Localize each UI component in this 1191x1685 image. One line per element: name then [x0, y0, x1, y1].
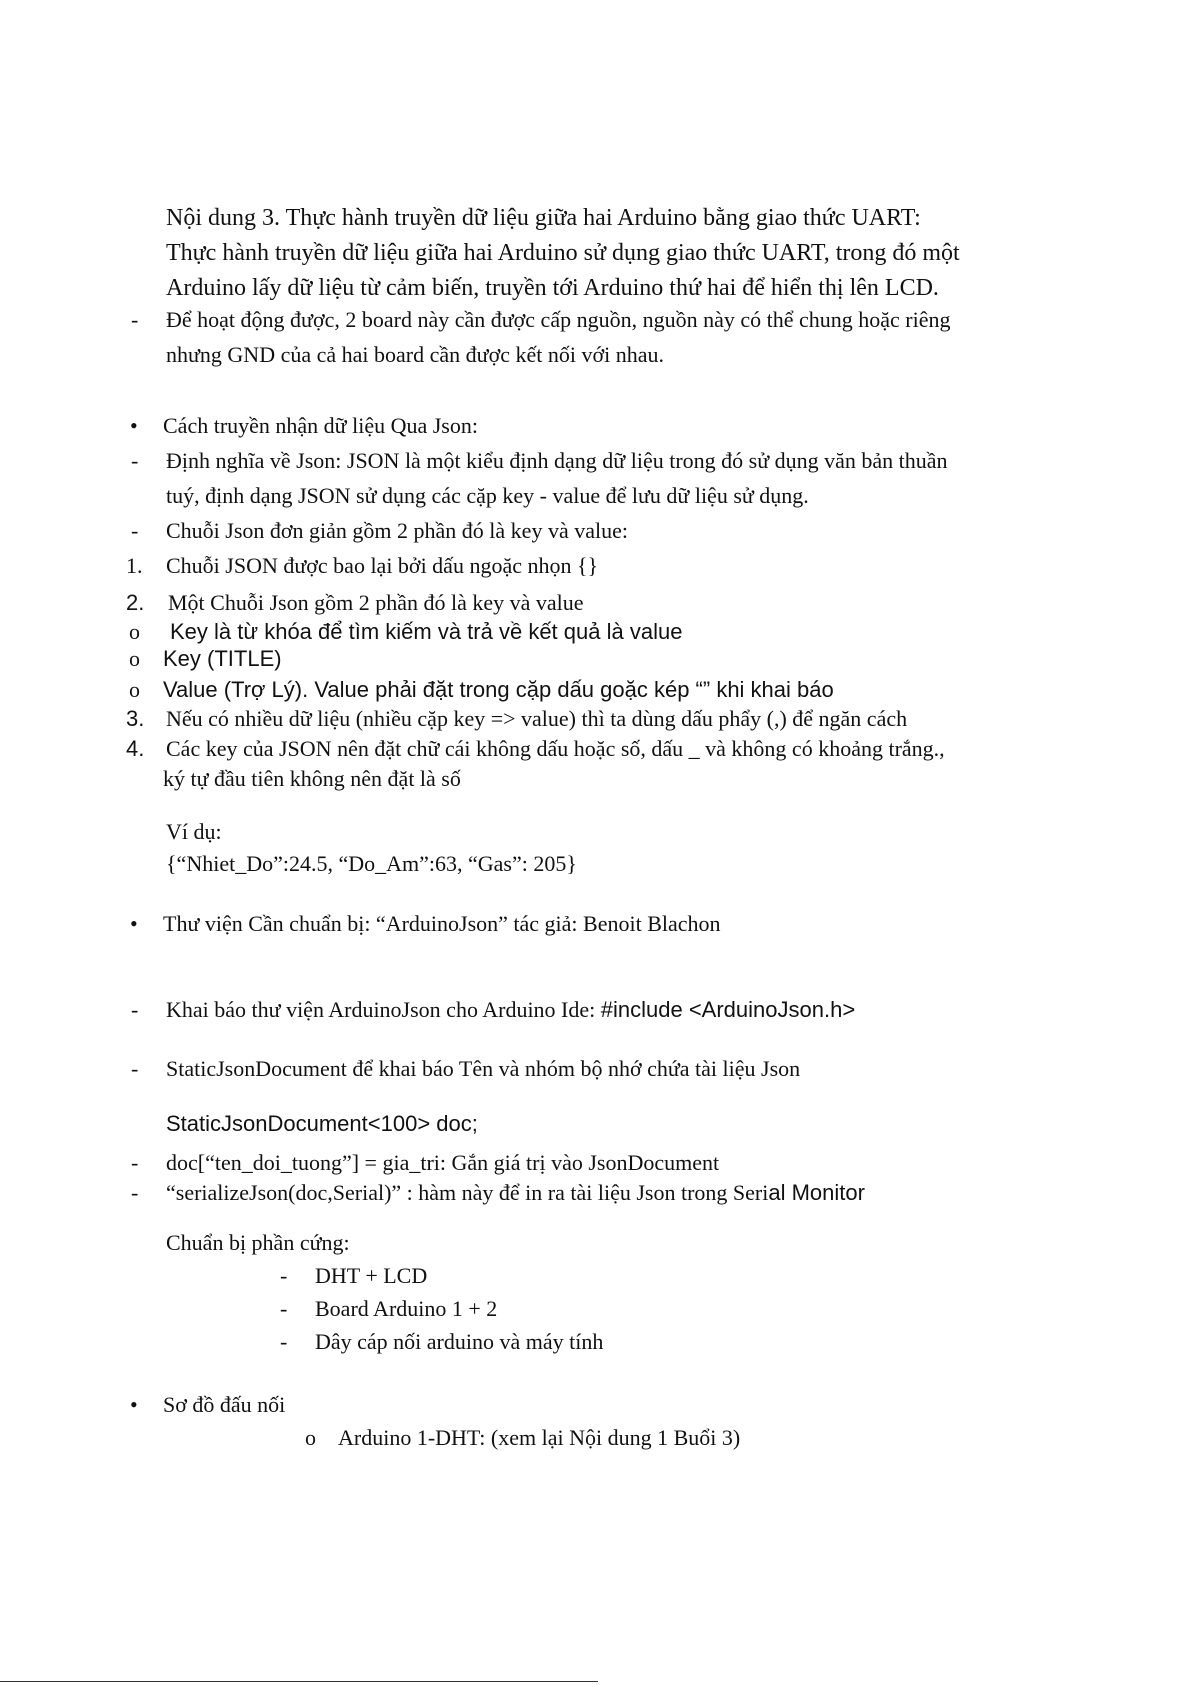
json-simple: Chuỗi Json đơn giản gồm 2 phần đó là key và value:	[166, 518, 628, 543]
library-text: Thư viện Cần chuẩn bị: “ArduinoJson” tác giả: Benoit Blachon	[163, 911, 721, 936]
include-code: #include <ArduinoJson.h>	[600, 997, 856, 1022]
dash-marker: -	[280, 1296, 288, 1321]
number-marker: 4.	[126, 736, 145, 761]
sub-item: Value (Trợ Lý). Value phải đặt trong cặp dấu goặc kép “” khi khai báo	[163, 677, 834, 702]
bullet-marker: •	[130, 911, 138, 936]
numbered-item: Một Chuỗi Json gồm 2 phần đó là key và value	[168, 590, 584, 615]
static-doc-text: StaticJsonDocument để khai báo Tên và nhóm bộ nhớ chứa tài liệu Json	[166, 1056, 801, 1081]
json-definition-2: tuý, định dạng JSON sử dụng các cặp key - value để lưu dữ liệu sử dụng.	[166, 483, 809, 508]
hardware-item: DHT + LCD	[315, 1263, 428, 1288]
footer-rule	[0, 1681, 598, 1682]
power-line-2: nhưng GND của cả hai board cần được kết nối với nhau.	[166, 342, 664, 367]
dash-marker: -	[280, 1329, 288, 1354]
dash-marker: -	[131, 1180, 139, 1205]
example-label: Ví dụ:	[166, 819, 222, 844]
circle-marker: o	[129, 646, 140, 671]
intro-line-2: Arduino lấy dữ liệu từ cảm biến, truyền tới Arduino thứ hai để hiển thị lên LCD.	[166, 275, 939, 301]
dash-marker: -	[131, 1150, 139, 1175]
hardware-item: Dây cáp nối arduino và máy tính	[315, 1329, 604, 1354]
number-marker: 1.	[126, 553, 143, 578]
wiring-sub-item: Arduino 1-DHT: (xem lại Nội dung 1 Buổi 3)	[338, 1425, 741, 1450]
numbered-item-continuation: ký tự đầu tiên không nên đặt là số	[163, 766, 461, 791]
dash-marker: -	[131, 518, 139, 543]
sub-item: Key (TITLE)	[163, 646, 282, 671]
dash-marker: -	[131, 307, 139, 332]
declare-text: Khai báo thư viện ArduinoJson cho Arduino Ide:	[166, 997, 601, 1022]
circle-marker: o	[305, 1425, 316, 1450]
circle-marker: o	[129, 619, 140, 644]
example-code: {“Nhiet_Do”:24.5, “Do_Am”:63, “Gas”: 205}	[166, 851, 577, 876]
power-line-1: Để hoạt động được, 2 board này cần được cấp nguồn, nguồn này có thể chung hoặc riêng	[166, 307, 951, 332]
dash-marker: -	[131, 448, 139, 473]
circle-marker: o	[129, 677, 140, 702]
intro-line-1: Thực hành truyền dữ liệu giữa hai Arduino sử dụng giao thức UART, trong đó một	[166, 240, 960, 266]
numbered-item: Nếu có nhiều dữ liệu (nhiều cặp key => value) thì ta dùng dấu phẩy (,) để ngăn cách	[166, 706, 908, 731]
json-definition-1: Định nghĩa về Json: JSON là một kiểu định dạng dữ liệu trong đó sử dụng văn bản thuần	[166, 448, 948, 473]
bullet-marker: •	[130, 1392, 138, 1417]
bullet-marker: •	[130, 413, 138, 438]
static-doc-code: StaticJsonDocument<100> doc;	[166, 1111, 478, 1136]
wiring-title: Sơ đồ đấu nối	[163, 1392, 286, 1417]
numbered-item: Chuỗi JSON được bao lại bởi dấu ngoặc nhọn {}	[166, 553, 599, 578]
serialize-line	[166, 1180, 865, 1206]
numbered-item: Các key của JSON nên đặt chữ cái không dấu hoặc số, dấu _ và không có khoảng trắng.,	[166, 736, 945, 761]
serialize-text: “serializeJson(doc,Serial)” : hàm này để in ra tài liệu Json trong Seri	[166, 1180, 769, 1205]
serialize-tail: al Monitor	[768, 1180, 865, 1205]
hardware-title: Chuẩn bị phần cứng:	[166, 1230, 350, 1255]
assign-text: doc[“ten_doi_tuong”] = gia_tri: Gắn giá trị vào JsonDocument	[166, 1150, 720, 1175]
dash-marker: -	[131, 1056, 139, 1081]
hardware-item: Board Arduino 1 + 2	[315, 1296, 498, 1321]
json-section-title: Cách truyền nhận dữ liệu Qua Json:	[163, 413, 478, 438]
number-marker: 2.	[126, 590, 145, 615]
number-marker: 3.	[126, 706, 145, 731]
declare-line	[166, 997, 855, 1023]
section-heading: Nội dung 3. Thực hành truyền dữ liệu giữa hai Arduino bằng giao thức UART:	[166, 205, 921, 231]
dash-marker: -	[131, 997, 139, 1022]
sub-item: Key là từ khóa để tìm kiếm và trả về kết quả là value	[170, 619, 683, 644]
dash-marker: -	[280, 1263, 288, 1288]
